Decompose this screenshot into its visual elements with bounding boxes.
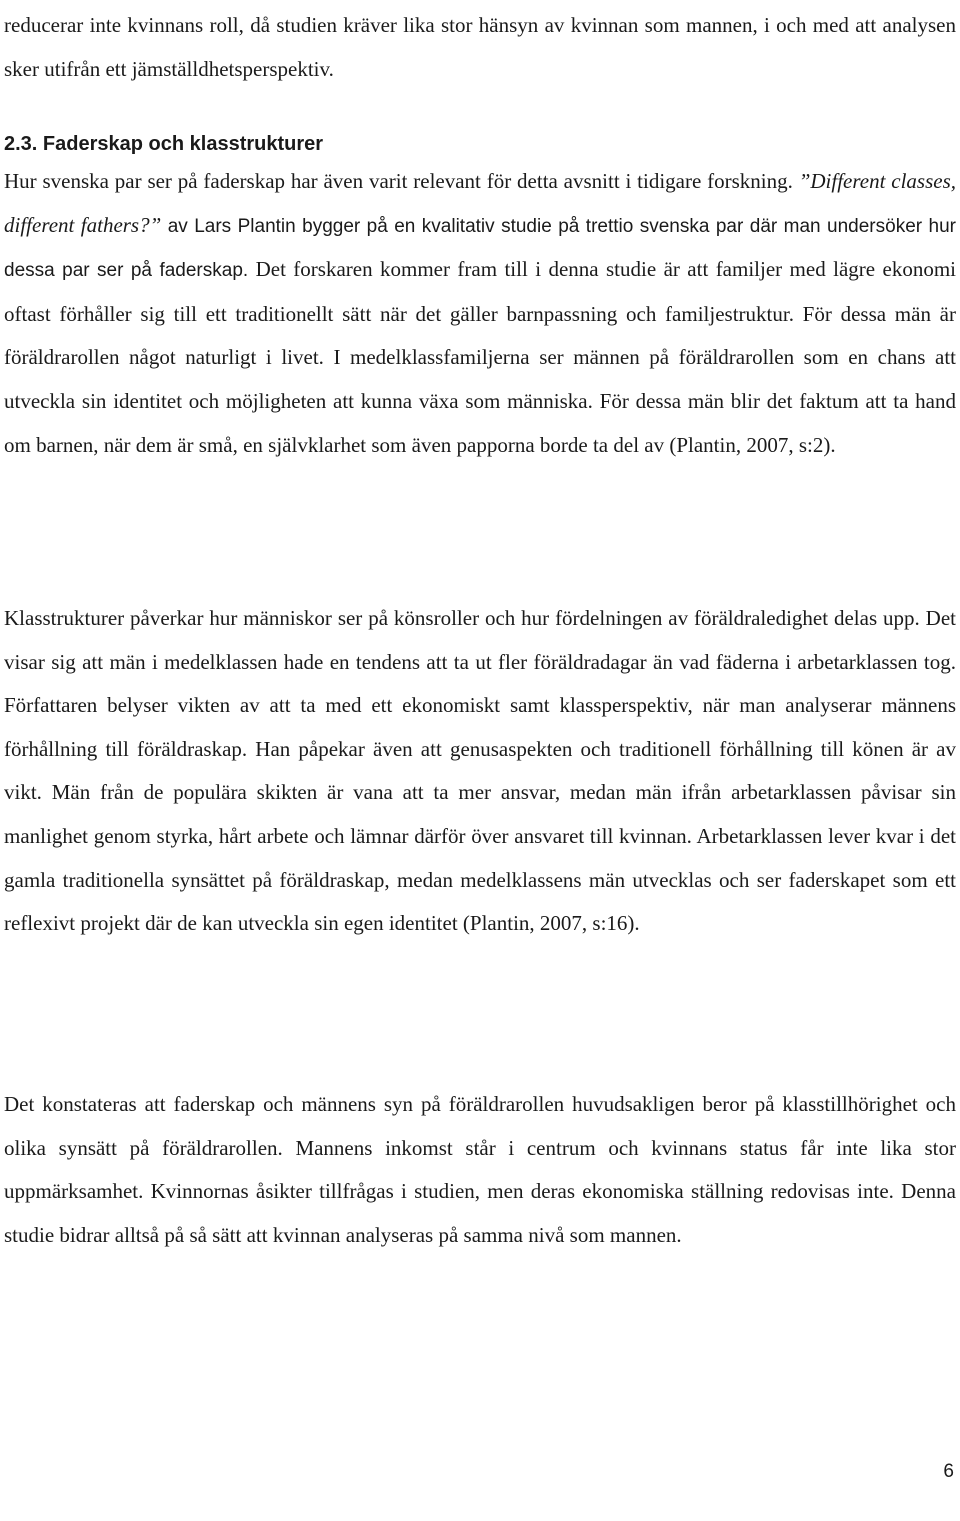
paragraph-plantin-text [4, 160, 956, 467]
page-number: 6 [943, 1461, 954, 1482]
section-number: 2.3. [4, 133, 38, 155]
paragraph-klasstrukturer-text: Klasstrukturer påverkar hur människor ser på könsroller och hur fördelningen av föräldraledighet delas upp. Det visar sig att män i medelklassen hade en tendens att ta ut fler föräldradagar än vad fäderna i arbetarklassen tog. Författaren belyser vikten av att ta med ett ekonomiskt samt klassperspektiv, när man analyserar männens förhållning till föräldraskap. Han påpekar även att genusaspekten och traditionell förhållning till könen är av vikt. Män från de populära skikten är vana att ta mer ansvar, medan män ifrån arbetarklassen påvisar sin manlighet genom styrka, hårt arbete och lämnar därför över ansvaret till kvinnan. Arbetarklassen lever kvar i det gamla traditionella synsättet på föräldraskap, medan medelklassens män utvecklas och ser faderskapet som ett reflexivt projekt där de kan utveckla sin egen identitet (Plantin, 2007, s:16). [4, 606, 956, 936]
paragraph-plantin [4, 160, 956, 467]
paragraph-plantin-part-1: Hur svenska par ser på faderskap har även varit relevant för detta avsnitt i tidigare forskning. [4, 169, 799, 193]
book-title: ”Different classes, different fathers?” [4, 169, 956, 237]
paragraph-klasstrukturer [4, 597, 956, 946]
paragraph-intro-text: reducerar inte kvinnans roll, då studien kräver lika stor hänsyn av kvinnan som mannen, i och med att analysen sker utifrån ett jämställdhetsperspektiv. [4, 13, 956, 81]
paragraph-plantin-part-3: Det forskaren kommer fram till i denna studie är att familjer med lägre ekonomi oftast förhåller sig till ett traditionellt sätt när det gäller barnpassning och familjestruktur. För dessa män är föräldrarollen något naturligt i livet. I medelklassfamiljerna ser männen på föräldrarollen som en chans att utveckla sin identitet och möjligheten att kunna växa som människa. För dessa män blir det faktum att ta hand om barnen, när dem är små, en självklarhet som även papporna borde ta del av (Plantin, 2007, s:2). [4, 257, 956, 457]
paragraph-konstateras-text: Det konstateras att faderskap och männens syn på föräldrarollen huvudsakligen beror på klasstillhörighet och olika synsätt på föräldrarollen. Mannens inkomst står i centrum och kvinnans status får inte lika stor uppmärksamhet. Kvinnornas åsikter tillfrågas i studien, men deras ekonomiska ställning redovisas inte. Denna studie bidrar alltså på så sätt att kvinnan analyseras på samma nivå som mannen. [4, 1092, 956, 1247]
paragraph-plantin-part-2: av Lars Plantin bygger på en kvalitativ studie på trettio svenska par där man undersöker hur dessa par ser på faderskap. [4, 215, 956, 282]
paragraph-konstateras [4, 1083, 956, 1257]
section-title: Faderskap och klasstrukturer [42, 133, 324, 155]
section-heading [4, 126, 323, 162]
paragraph-intro [4, 4, 956, 91]
